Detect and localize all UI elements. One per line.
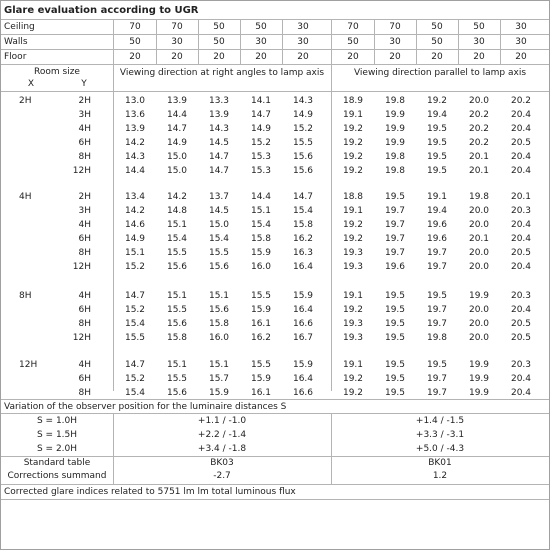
ugr-value: 20.2 <box>510 96 532 106</box>
grid-line <box>1 34 549 35</box>
room-y-label: 4H <box>78 220 91 230</box>
corrections-label: Corrections summand <box>7 471 107 481</box>
surface-value: 30 <box>297 22 309 32</box>
ugr-value: 14.7 <box>124 360 146 370</box>
ugr-value: 15.5 <box>292 138 314 148</box>
ugr-value: 14.2 <box>124 206 146 216</box>
variation-right-value: +1.1 / -1.0 <box>197 416 247 426</box>
surface-value: 30 <box>515 37 527 47</box>
surface-value: 20 <box>213 52 225 62</box>
ugr-value: 15.9 <box>250 374 272 384</box>
ugr-value: 19.7 <box>384 234 406 244</box>
ugr-value: 20.2 <box>468 110 490 120</box>
ugr-value: 15.3 <box>250 166 272 176</box>
ugr-value: 20.4 <box>510 388 532 398</box>
ugr-value: 16.4 <box>292 305 314 315</box>
surface-value: 50 <box>347 37 359 47</box>
ugr-value: 19.8 <box>384 166 406 176</box>
ugr-value: 15.5 <box>250 291 272 301</box>
ugr-value: 15.4 <box>124 388 146 398</box>
ugr-value: 19.7 <box>426 262 448 272</box>
ugr-value: 19.2 <box>342 166 364 176</box>
grid-line <box>458 20 459 65</box>
ugr-value: 20.3 <box>510 206 532 216</box>
surface-value: 30 <box>389 37 401 47</box>
ugr-value: 15.0 <box>166 152 188 162</box>
grid-line <box>331 20 332 391</box>
surface-label: Walls <box>4 37 28 47</box>
room-x-label: 4H <box>19 192 32 202</box>
ugr-value: 14.3 <box>124 152 146 162</box>
variation-distance-label: S = 1.5H <box>36 430 78 440</box>
surface-value: 20 <box>431 52 443 62</box>
grid-line <box>1 49 549 50</box>
room-y-label: 2H <box>78 192 91 202</box>
ugr-value: 13.9 <box>124 124 146 134</box>
ugr-value: 14.6 <box>124 220 146 230</box>
corrections-parallel: 1.2 <box>432 471 448 481</box>
ugr-value: 19.2 <box>342 388 364 398</box>
ugr-value: 20.4 <box>510 152 532 162</box>
ugr-value: 15.9 <box>250 305 272 315</box>
room-y-label: 4H <box>78 291 91 301</box>
ugr-value: 19.5 <box>384 291 406 301</box>
surface-value: 20 <box>129 52 141 62</box>
ugr-value: 19.5 <box>384 319 406 329</box>
surface-value: 30 <box>473 37 485 47</box>
ugr-value: 15.5 <box>208 248 230 258</box>
surface-value: 20 <box>389 52 401 62</box>
ugr-value: 16.3 <box>292 248 314 258</box>
ugr-value: 19.9 <box>384 110 406 120</box>
variation-parallel-value: +1.4 / -1.5 <box>415 416 465 426</box>
ugr-value: 19.2 <box>342 374 364 384</box>
ugr-value: 14.4 <box>250 192 272 202</box>
ugr-value: 15.2 <box>250 138 272 148</box>
ugr-value: 14.7 <box>208 166 230 176</box>
grid-line <box>1 64 549 65</box>
ugr-value: 20.0 <box>468 319 490 329</box>
ugr-value: 14.7 <box>208 152 230 162</box>
ugr-value: 15.2 <box>124 305 146 315</box>
surface-value: 70 <box>347 22 359 32</box>
ugr-value: 19.4 <box>426 110 448 120</box>
ugr-value: 19.9 <box>384 124 406 134</box>
room-y-label: 2H <box>78 96 91 106</box>
ugr-value: 15.8 <box>250 234 272 244</box>
room-y-label: 3H <box>78 206 91 216</box>
ugr-value: 14.7 <box>250 110 272 120</box>
ugr-value: 19.5 <box>426 138 448 148</box>
ugr-value: 19.3 <box>342 319 364 329</box>
direction-parallel-label: Viewing direction parallel to lamp axis <box>353 68 527 78</box>
surface-value: 20 <box>473 52 485 62</box>
ugr-value: 20.2 <box>468 124 490 134</box>
ugr-value: 19.5 <box>384 333 406 343</box>
ugr-value: 15.8 <box>166 333 188 343</box>
ugr-value: 16.4 <box>292 262 314 272</box>
ugr-value: 19.8 <box>384 96 406 106</box>
ugr-value: 19.1 <box>342 291 364 301</box>
variation-distance-label: S = 1.0H <box>36 416 78 426</box>
ugr-value: 16.2 <box>292 234 314 244</box>
ugr-value: 15.1 <box>166 220 188 230</box>
ugr-value: 19.7 <box>426 305 448 315</box>
ugr-value: 19.2 <box>342 138 364 148</box>
ugr-value: 14.9 <box>292 110 314 120</box>
grid-line <box>374 20 375 65</box>
surface-value: 50 <box>431 37 443 47</box>
ugr-value: 13.4 <box>124 192 146 202</box>
ugr-value: 15.0 <box>166 166 188 176</box>
standard-table-label: Standard table <box>23 458 91 468</box>
grid-line <box>1 413 549 414</box>
ugr-value: 20.4 <box>510 110 532 120</box>
room-y-label: 8H <box>78 152 91 162</box>
ugr-value: 15.6 <box>292 152 314 162</box>
ugr-value: 15.6 <box>166 319 188 329</box>
ugr-value: 20.5 <box>510 248 532 258</box>
ugr-value: 19.8 <box>468 192 490 202</box>
ugr-value: 19.7 <box>426 374 448 384</box>
room-y-label: 6H <box>78 234 91 244</box>
surface-value: 50 <box>213 37 225 47</box>
ugr-value: 19.9 <box>468 360 490 370</box>
ugr-value: 20.1 <box>510 192 532 202</box>
ugr-value: 15.5 <box>124 333 146 343</box>
ugr-value: 19.8 <box>384 152 406 162</box>
grid-line <box>1 484 549 485</box>
ugr-value: 14.9 <box>166 138 188 148</box>
ugr-value: 15.2 <box>124 374 146 384</box>
ugr-value: 20.0 <box>468 96 490 106</box>
surface-value: 30 <box>515 22 527 32</box>
surface-value: 20 <box>297 52 309 62</box>
ugr-value: 13.3 <box>208 96 230 106</box>
surface-label: Ceiling <box>4 22 35 32</box>
footer-note: Corrected glare indices related to 5751 lm lm total luminous flux <box>4 487 296 497</box>
ugr-value: 14.4 <box>124 166 146 176</box>
surface-label: Floor <box>4 52 27 62</box>
standard-table-right: BK03 <box>210 458 234 468</box>
variation-label: Variation of the observer position for the luminaire distances S <box>4 402 287 412</box>
surface-value: 50 <box>431 22 443 32</box>
surface-value: 70 <box>171 22 183 32</box>
grid-line <box>156 20 157 65</box>
ugr-value: 14.9 <box>250 124 272 134</box>
surface-value: 50 <box>473 22 485 32</box>
ugr-value: 20.1 <box>468 234 490 244</box>
surface-value: 70 <box>389 22 401 32</box>
ugr-value: 19.1 <box>342 206 364 216</box>
ugr-value: 20.4 <box>510 234 532 244</box>
grid-line <box>282 20 283 65</box>
ugr-value: 13.9 <box>208 110 230 120</box>
ugr-value: 19.2 <box>342 152 364 162</box>
ugr-value: 15.1 <box>166 360 188 370</box>
grid-line <box>1 19 549 20</box>
ugr-value: 14.3 <box>208 124 230 134</box>
ugr-value: 15.6 <box>208 305 230 315</box>
ugr-value: 19.6 <box>426 234 448 244</box>
ugr-value: 15.5 <box>166 248 188 258</box>
ugr-value: 19.2 <box>342 234 364 244</box>
ugr-value: 14.1 <box>250 96 272 106</box>
ugr-value: 16.2 <box>250 333 272 343</box>
ugr-value: 19.9 <box>468 388 490 398</box>
x-label: X <box>27 79 35 89</box>
ugr-value: 20.4 <box>510 220 532 230</box>
room-x-label: 12H <box>19 360 38 370</box>
ugr-value: 15.6 <box>166 262 188 272</box>
grid-line <box>1 399 549 400</box>
ugr-value: 13.9 <box>166 96 188 106</box>
ugr-value: 19.2 <box>342 305 364 315</box>
ugr-value: 20.4 <box>510 262 532 272</box>
ugr-value: 19.5 <box>384 305 406 315</box>
ugr-value: 15.4 <box>292 206 314 216</box>
ugr-value: 19.1 <box>342 110 364 120</box>
ugr-value: 20.0 <box>468 305 490 315</box>
ugr-value: 15.5 <box>250 360 272 370</box>
room-y-label: 6H <box>78 305 91 315</box>
variation-parallel-value: +3.3 / -3.1 <box>415 430 465 440</box>
ugr-value: 20.1 <box>468 152 490 162</box>
ugr-value: 15.4 <box>166 234 188 244</box>
direction-right-label: Viewing direction at right angles to lamp axis <box>119 68 325 78</box>
ugr-value: 20.3 <box>510 291 532 301</box>
ugr-value: 13.7 <box>208 192 230 202</box>
ugr-value: 18.9 <box>342 96 364 106</box>
ugr-value: 19.1 <box>426 192 448 202</box>
grid-line <box>1 91 549 92</box>
room-y-label: 6H <box>78 374 91 384</box>
standard-table-parallel: BK01 <box>428 458 452 468</box>
ugr-value: 20.4 <box>510 305 532 315</box>
ugr-value: 19.6 <box>426 220 448 230</box>
ugr-value: 15.1 <box>250 206 272 216</box>
ugr-value: 16.4 <box>292 374 314 384</box>
variation-distance-label: S = 2.0H <box>36 444 78 454</box>
ugr-value: 16.1 <box>250 319 272 329</box>
ugr-value: 14.2 <box>166 192 188 202</box>
ugr-value: 14.7 <box>292 192 314 202</box>
grid-line <box>500 20 501 65</box>
variation-parallel-value: +5.0 / -4.3 <box>415 444 465 454</box>
ugr-value: 15.5 <box>166 374 188 384</box>
ugr-value: 19.5 <box>384 374 406 384</box>
ugr-value: 15.9 <box>208 388 230 398</box>
ugr-value: 14.9 <box>124 234 146 244</box>
variation-right-value: +2.2 / -1.4 <box>197 430 247 440</box>
ugr-value: 20.5 <box>510 333 532 343</box>
ugr-value: 19.7 <box>426 319 448 329</box>
ugr-value: 15.4 <box>124 319 146 329</box>
variation-right-value: +3.4 / -1.8 <box>197 444 247 454</box>
ugr-value: 19.5 <box>384 360 406 370</box>
ugr-value: 20.4 <box>510 124 532 134</box>
room-size-label: Room size <box>34 67 80 77</box>
surface-value: 20 <box>515 52 527 62</box>
ugr-value: 20.4 <box>510 166 532 176</box>
ugr-value: 19.5 <box>426 166 448 176</box>
ugr-value: 19.3 <box>342 333 364 343</box>
ugr-value: 19.8 <box>426 333 448 343</box>
ugr-value: 15.6 <box>208 262 230 272</box>
ugr-value: 15.6 <box>292 166 314 176</box>
ugr-value: 19.9 <box>468 374 490 384</box>
ugr-value: 16.7 <box>292 333 314 343</box>
ugr-value: 19.2 <box>342 220 364 230</box>
ugr-value: 19.7 <box>384 220 406 230</box>
ugr-value: 19.1 <box>342 360 364 370</box>
room-y-label: 8H <box>78 319 91 329</box>
ugr-value: 19.5 <box>426 360 448 370</box>
ugr-value: 20.5 <box>510 319 532 329</box>
ugr-value: 16.0 <box>208 333 230 343</box>
ugr-value: 15.6 <box>166 388 188 398</box>
surface-value: 50 <box>255 22 267 32</box>
room-y-label: 8H <box>78 248 91 258</box>
surface-value: 70 <box>129 22 141 32</box>
ugr-value: 15.2 <box>124 262 146 272</box>
ugr-value: 19.9 <box>384 138 406 148</box>
ugr-value: 16.6 <box>292 388 314 398</box>
ugr-value: 15.1 <box>208 360 230 370</box>
ugr-value: 19.2 <box>426 96 448 106</box>
room-x-label: 2H <box>19 96 32 106</box>
ugr-value: 14.7 <box>166 124 188 134</box>
surface-value: 20 <box>255 52 267 62</box>
y-label: Y <box>81 79 87 89</box>
room-y-label: 8H <box>78 388 91 398</box>
ugr-value: 19.9 <box>468 291 490 301</box>
ugr-value: 19.7 <box>426 388 448 398</box>
surface-value: 20 <box>347 52 359 62</box>
ugr-value: 16.1 <box>250 388 272 398</box>
ugr-value: 19.3 <box>342 262 364 272</box>
grid-line <box>113 20 114 391</box>
ugr-value: 20.0 <box>468 333 490 343</box>
ugr-value: 14.5 <box>208 138 230 148</box>
surface-value: 30 <box>255 37 267 47</box>
ugr-value: 19.5 <box>384 192 406 202</box>
ugr-value: 15.0 <box>208 220 230 230</box>
surface-value: 20 <box>171 52 183 62</box>
ugr-value: 15.1 <box>208 291 230 301</box>
surface-value: 30 <box>297 37 309 47</box>
surface-value: 30 <box>171 37 183 47</box>
ugr-value: 15.8 <box>292 220 314 230</box>
ugr-value: 19.7 <box>426 248 448 258</box>
page-title: Glare evaluation according to UGR <box>4 5 199 16</box>
grid-line <box>198 20 199 65</box>
ugr-value: 18.8 <box>342 192 364 202</box>
ugr-value: 20.1 <box>468 166 490 176</box>
ugr-value: 20.2 <box>468 138 490 148</box>
ugr-value: 14.4 <box>166 110 188 120</box>
room-y-label: 12H <box>72 262 91 272</box>
grid-line <box>416 20 417 65</box>
ugr-value: 19.5 <box>426 152 448 162</box>
ugr-value: 19.2 <box>342 124 364 134</box>
ugr-value: 15.5 <box>166 305 188 315</box>
room-y-label: 4H <box>78 124 91 134</box>
ugr-value: 16.0 <box>250 262 272 272</box>
grid-line <box>1 499 549 500</box>
ugr-value: 14.7 <box>124 291 146 301</box>
room-y-label: 3H <box>78 110 91 120</box>
grid-line <box>240 20 241 65</box>
ugr-value: 15.1 <box>166 291 188 301</box>
ugr-value: 19.5 <box>426 124 448 134</box>
room-y-label: 12H <box>72 166 91 176</box>
ugr-value: 20.0 <box>468 262 490 272</box>
ugr-value: 15.9 <box>250 248 272 258</box>
ugr-value: 14.2 <box>124 138 146 148</box>
surface-value: 50 <box>213 22 225 32</box>
ugr-value: 15.1 <box>124 248 146 258</box>
ugr-value: 14.3 <box>292 96 314 106</box>
room-y-label: 12H <box>72 333 91 343</box>
ugr-value: 19.5 <box>384 388 406 398</box>
ugr-value: 16.6 <box>292 319 314 329</box>
ugr-value: 14.8 <box>166 206 188 216</box>
ugr-value: 13.6 <box>124 110 146 120</box>
ugr-value: 19.7 <box>384 206 406 216</box>
room-x-label: 8H <box>19 291 32 301</box>
ugr-value: 19.5 <box>426 291 448 301</box>
ugr-value: 15.9 <box>292 291 314 301</box>
ugr-value: 15.4 <box>250 220 272 230</box>
ugr-value: 20.0 <box>468 206 490 216</box>
ugr-value: 20.5 <box>510 138 532 148</box>
ugr-value: 19.7 <box>384 248 406 258</box>
ugr-value: 15.3 <box>250 152 272 162</box>
ugr-value: 20.0 <box>468 220 490 230</box>
ugr-value: 13.0 <box>124 96 146 106</box>
ugr-value: 20.4 <box>510 374 532 384</box>
ugr-value: 19.6 <box>384 262 406 272</box>
ugr-value: 20.3 <box>510 360 532 370</box>
ugr-value: 20.0 <box>468 248 490 258</box>
room-y-label: 4H <box>78 360 91 370</box>
surface-value: 50 <box>129 37 141 47</box>
ugr-value: 15.8 <box>208 319 230 329</box>
ugr-value: 14.5 <box>208 206 230 216</box>
ugr-value: 15.2 <box>292 124 314 134</box>
ugr-value: 19.4 <box>426 206 448 216</box>
corrections-right: -2.7 <box>213 471 231 481</box>
ugr-value: 15.7 <box>208 374 230 384</box>
ugr-value: 15.4 <box>208 234 230 244</box>
ugr-value: 19.3 <box>342 248 364 258</box>
ugr-value: 15.9 <box>292 360 314 370</box>
room-y-label: 6H <box>78 138 91 148</box>
